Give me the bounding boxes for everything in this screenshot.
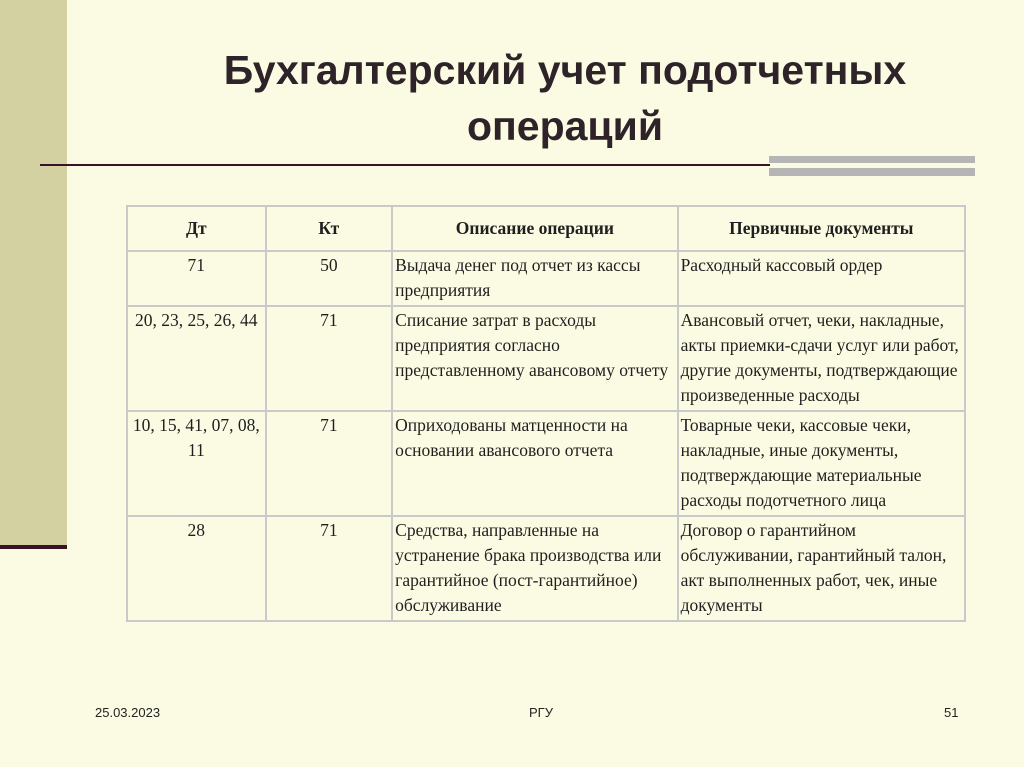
cell-documents: Расходный кассовый ордер [678, 251, 965, 306]
footer-page-number: 51 [944, 705, 959, 720]
header-dt: Дт [127, 206, 266, 251]
header-description: Описание операции [392, 206, 677, 251]
header-documents: Первичные документы [678, 206, 965, 251]
left-decor-rule [0, 545, 67, 549]
cell-description: Списание затрат в расходы предприятия согласно представленному авансовому отчету [392, 306, 677, 411]
table-header-row [127, 206, 965, 251]
cell-kt: 50 [266, 251, 393, 306]
cell-description: Оприходованы матценности на основании авансового отчета [392, 411, 677, 516]
cell-kt: 71 [266, 306, 393, 411]
cell-dt: 28 [127, 516, 266, 621]
cell-description: Выдача денег под отчет из кассы предприятия [392, 251, 677, 306]
cell-kt: 71 [266, 411, 393, 516]
footer-center-label: РГУ [529, 705, 553, 720]
cell-description: Средства, направленные на устранение брака производства или гарантийное (пост-гарантийное) обслуживание [392, 516, 677, 621]
table-row [127, 516, 965, 621]
cell-documents: Договор о гарантийном обслуживании, гарантийный талон, акт выполненных работ, чек, иные документы [678, 516, 965, 621]
cell-dt: 10, 15, 41, 07, 08, 11 [127, 411, 266, 516]
table-row [127, 411, 965, 516]
table-row [127, 251, 965, 306]
cell-kt: 71 [266, 516, 393, 621]
slide-title-line-2: операций [466, 103, 664, 149]
title-gray-bar [769, 156, 975, 176]
header-kt: Кт [266, 206, 393, 251]
left-decor-band [0, 0, 67, 548]
cell-documents: Товарные чеки, кассовые чеки, накладные, иные документы, подтверждающие материальные расходы подотчетного лица [678, 411, 965, 516]
table-row [127, 306, 965, 411]
cell-dt: 20, 23, 25, 26, 44 [127, 306, 266, 411]
cell-dt: 71 [127, 251, 266, 306]
title-underline [40, 164, 770, 166]
cell-documents: Авансовый отчет, чеки, накладные, акты приемки-сдачи услуг или работ, другие документы, подтверждающие произведенные расходы [678, 306, 965, 411]
slide-title [150, 42, 980, 154]
footer-date: 25.03.2023 [95, 705, 161, 720]
slide-title-line-1: Бухгалтерский учет подотчетных [223, 47, 907, 93]
operations-table [126, 205, 966, 622]
